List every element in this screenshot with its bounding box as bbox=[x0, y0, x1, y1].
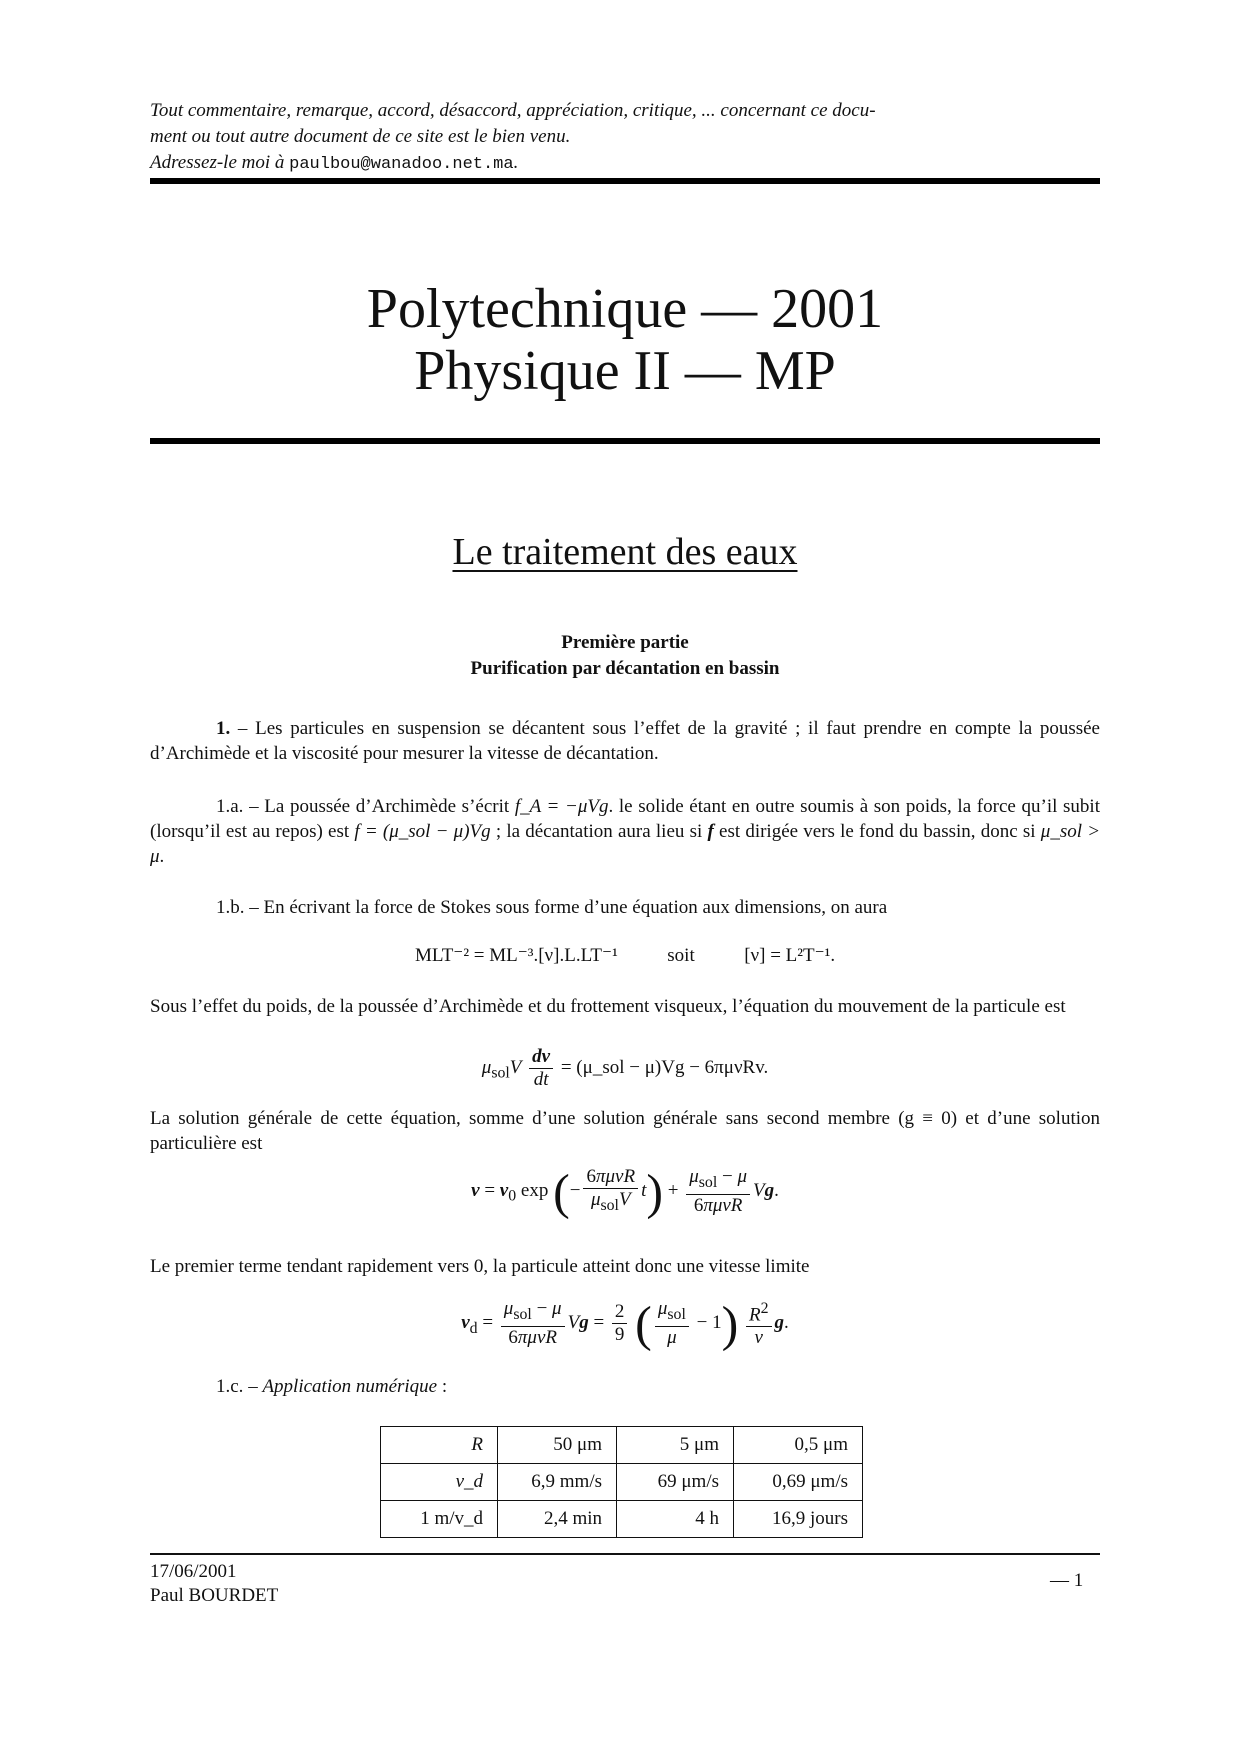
q1a-text2: . le solide étant en outre soumis à son poids, la force qu’il subit (lorsqu’il est au repos) est bbox=[150, 796, 1100, 842]
footer-author: Paul BOURDET bbox=[150, 1585, 279, 1606]
part-line1: Première partie bbox=[561, 632, 689, 653]
table-cell: v_d bbox=[455, 1471, 483, 1492]
dim-eq-soit: soit bbox=[667, 945, 695, 966]
q1a-condition: μ_sol > μ bbox=[150, 821, 1101, 867]
table-cell: 0,69 μm/s bbox=[734, 1464, 863, 1501]
paragraph-motion-intro: Sous l’effet du poids, de la poussée d’Archimède et du frottement visqueux, l’équation du mouvement de la particule est bbox=[150, 996, 1066, 1017]
motion-rhs: = (μ_sol − μ)Vg − 6πμνRv. bbox=[560, 1056, 769, 1078]
table-row bbox=[381, 1464, 863, 1501]
footer-date: 17/06/2001 bbox=[150, 1561, 237, 1582]
q1b-text: – En écrivant la force de Stokes sous forme d’une équation aux dimensions, on aura bbox=[244, 897, 888, 918]
paragraph-q1b bbox=[150, 895, 1100, 920]
dv-dt-fraction: $\frac{dv}{dt}$ bbox=[529, 1046, 553, 1091]
paragraph-q1a bbox=[150, 794, 1100, 869]
q1b-label: 1.b. bbox=[216, 897, 245, 918]
paragraph-limit-speed: Le premier terme tendant rapidement vers 0, la particule atteint donc une vitesse limite bbox=[150, 1256, 810, 1277]
table-cell: 6,9 mm/s bbox=[498, 1464, 617, 1501]
dim-eq-right: [ν] = L²T⁻¹. bbox=[744, 945, 836, 966]
q1a-f-symbol: f bbox=[707, 821, 714, 842]
table-row bbox=[381, 1427, 863, 1464]
general-solution-equation: $v = v_0$ exp (− $\frac{\text{6πμνR}}{\mu_{sol}V}$ t) + $\frac{\mu_{sol} - \mu}{\text{6πμνR}}$ Vg. bbox=[471, 1163, 779, 1220]
table-cell: 0,5 μm bbox=[734, 1427, 863, 1464]
top-rule bbox=[150, 178, 1100, 184]
table-cell: R bbox=[471, 1434, 483, 1455]
q1a-text3: ; la décantation aura lieu si bbox=[490, 821, 708, 842]
equation-of-motion: $\mu_{sol}V$ $\frac{dv}{dt}$ = (μ_sol − μ)Vg − 6πμνRv. bbox=[481, 1046, 769, 1090]
header-note-prefix: Adressez-le moi à bbox=[150, 152, 290, 173]
table-cell: 69 μm/s bbox=[617, 1464, 734, 1501]
q1c-colon: : bbox=[437, 1376, 448, 1397]
section-subtitle: Le traitement des eaux bbox=[452, 531, 798, 573]
table-cell: 16,9 jours bbox=[734, 1501, 863, 1538]
dimension-equation bbox=[150, 944, 1100, 967]
header-note-line1: Tout commentaire, remarque, accord, désaccord, appréciation, critique, ... concernant ce docu- bbox=[150, 100, 876, 121]
q1a-eq-fa: f_A = −μVg bbox=[514, 796, 609, 817]
page-number: — 1 bbox=[1050, 1570, 1084, 1591]
q1c-label: 1.c. bbox=[216, 1376, 244, 1397]
limit-speed-equation: $v_d$ = $\frac{\mu_{sol} - \mu}{\text{6πμνR}}$ Vg = $\frac{2}{9}$ ( $\frac{\mu_{sol}}{\mu}$ − 1) $\frac{R^2}{\nu}$ g. bbox=[461, 1295, 789, 1352]
part-heading bbox=[150, 630, 1100, 682]
email-link[interactable]: paulbou@wanadoo.net.ma bbox=[289, 155, 514, 174]
q1a-text5: . bbox=[159, 846, 165, 867]
title-bottom-rule bbox=[150, 438, 1100, 444]
q1-text: – Les particules en suspension se décantent sous l’effet de la gravité ; il faut prendre en compte la poussée d’Archimède et la viscosité pour mesurer la vitesse de décantation. bbox=[150, 718, 1100, 764]
paragraph-general-solution: La solution générale de cette équation, somme d’une solution générale sans second membre (g ≡ 0) et d’une solution particulière est bbox=[150, 1108, 1100, 1154]
page-title bbox=[150, 278, 1100, 402]
footer-left bbox=[150, 1560, 278, 1608]
q1a-text4: est dirigée vers le fond du bassin, donc si bbox=[713, 821, 1041, 842]
title-line1: Polytechnique — 2001 bbox=[366, 278, 884, 340]
q1a-label: 1.a. bbox=[216, 796, 244, 817]
header-note-suffix: . bbox=[513, 152, 519, 173]
table-cell: 2,4 min bbox=[498, 1501, 617, 1538]
q1-number: 1. bbox=[216, 718, 231, 739]
table-cell: 5 μm bbox=[617, 1427, 734, 1464]
title-line2: Physique II — MP bbox=[414, 340, 836, 402]
table-cell: 4 h bbox=[617, 1501, 734, 1538]
footer-rule bbox=[150, 1553, 1100, 1555]
q1c-italic: Application numérique bbox=[262, 1376, 438, 1397]
part-line2: Purification par décantation en bassin bbox=[470, 658, 780, 679]
header-note-line2: ment ou tout autre document de ce site est le bien venu. bbox=[150, 126, 571, 147]
numeric-table bbox=[380, 1426, 863, 1538]
dim-eq-left: MLT⁻² = ML⁻³.[ν].L.LT⁻¹ bbox=[414, 945, 618, 966]
q1c-dash: – bbox=[243, 1376, 263, 1397]
header-note-line3 bbox=[150, 150, 1100, 178]
q1a-text1: – La poussée d’Archimède s’écrit bbox=[243, 796, 515, 817]
table-row bbox=[381, 1501, 863, 1538]
paragraph-q1 bbox=[150, 716, 1100, 766]
header-note bbox=[150, 98, 1100, 178]
q1a-eq-f: f = (μ_sol − μ)Vg bbox=[354, 821, 491, 842]
table-cell: 1 m/v_d bbox=[381, 1501, 498, 1538]
paragraph-q1c bbox=[150, 1374, 1100, 1399]
table-cell: 50 μm bbox=[498, 1427, 617, 1464]
